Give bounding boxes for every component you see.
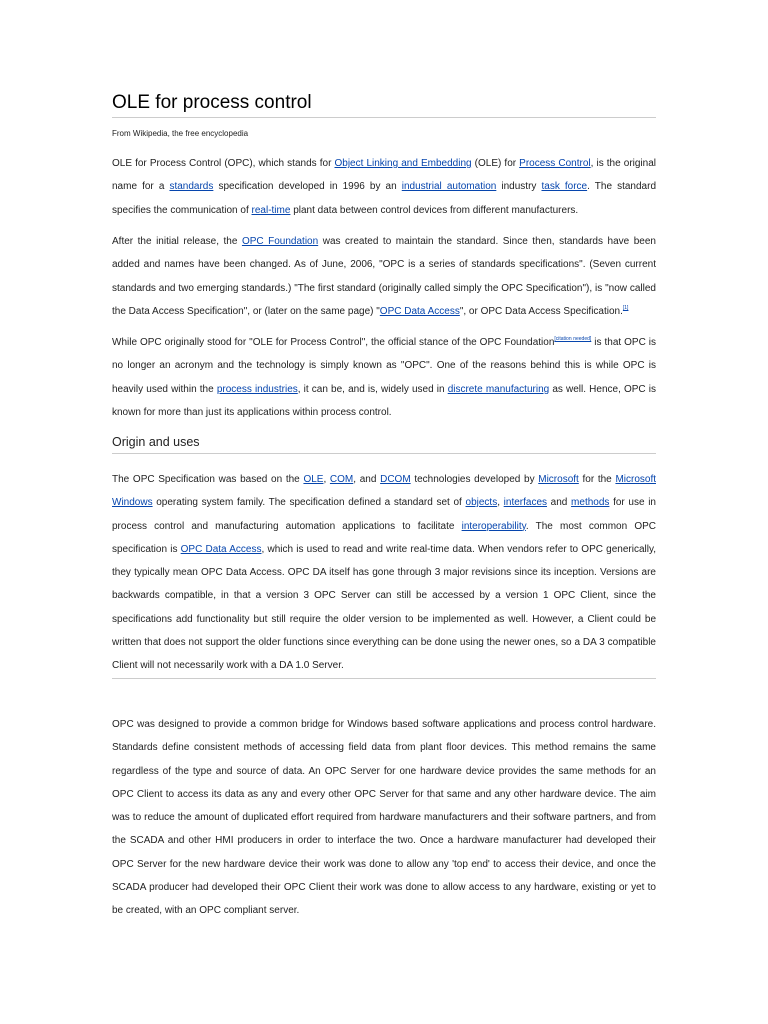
link-dcom[interactable]: DCOM (380, 474, 411, 485)
text-run: was created to maintain the standard. Since then, standards have been added and names have been changed. As of June, 2006, "OPC is a series of standards specifications". (Seven current standards and two emerging standards.) "The first standard (originally called simply the OPC Specification"), is "now called the Data Access Specification", or (later on the same page) " (112, 236, 656, 317)
link-opc-foundation[interactable]: OPC Foundation (241, 236, 319, 247)
link-standards[interactable]: standards (169, 181, 214, 193)
text-run: is that OPC is no longer an acronym and the technology is simply known as "OPC". One of the reasons behind this is while OPC is heavily used within the (112, 337, 657, 395)
article-tagline: From Wikipedia, the free encyclopedia (112, 129, 249, 138)
text-run: After the initial release, the (112, 236, 242, 247)
text-run: , (497, 497, 504, 509)
text-run: plant data between control devices from different manufacturers. (290, 204, 579, 216)
link-com[interactable]: COM (329, 474, 354, 485)
text-run: , (323, 474, 330, 485)
text-run: ", or OPC Data Access Specification. (459, 305, 623, 317)
link-process-industries[interactable]: process industries (216, 383, 298, 395)
text-run: , is the original name for a (112, 158, 657, 193)
text-run: . The most common OPC specification is (112, 520, 656, 555)
text-run: for the (578, 474, 616, 485)
link-industrial-automation[interactable]: industrial automation (401, 181, 497, 193)
link-process-control[interactable]: Process Control (519, 158, 591, 169)
page-title: OLE for process control (112, 90, 656, 118)
link-object-linking-and-embedding[interactable]: Object Linking and Embedding (334, 158, 472, 169)
text-run: operating system family. The specification defined a standard set of (152, 497, 466, 509)
section-heading: Origin and uses (112, 432, 656, 454)
link-objects[interactable]: objects (465, 497, 498, 509)
text-run: for use in process control and manufacturing automation applications to facilitate (112, 497, 656, 532)
link-ole[interactable]: OLE (303, 474, 324, 485)
text-run: technologies developed by (410, 474, 539, 485)
link-microsoft[interactable]: Microsoft (538, 474, 579, 485)
text-run: , and (353, 474, 381, 485)
text-run: and (547, 497, 572, 509)
link-real-time[interactable]: real-time (251, 204, 291, 216)
origin-paragraph (112, 468, 656, 678)
link-task-force[interactable]: task force (541, 181, 588, 193)
section-divider (112, 678, 656, 679)
link-interfaces[interactable]: interfaces (503, 497, 548, 509)
link-opc-data-access[interactable]: OPC Data Access (379, 305, 460, 317)
intro-paragraph (112, 152, 656, 222)
link-discrete-manufacturing[interactable]: discrete manufacturing (447, 383, 550, 395)
text-run: While OPC originally stood for "OLE for Process Control", the official stance of the OPC Foundation (112, 337, 555, 348)
link-opc-data-access-2[interactable]: OPC Data Access (180, 543, 262, 555)
text-run: as well. Hence, OPC is known for more than just its applications within process control. (112, 383, 656, 418)
text-run: The OPC Specification was based on the (112, 474, 304, 485)
text-run: , it can be, and is, widely used in (297, 383, 448, 395)
link-methods[interactable]: methods (571, 497, 610, 509)
text-run: , which is used to read and write real-time data. When vendors refer to OPC generically, they typically mean OPC Data Access. OPC DA itself has gone through 3 major revisions since its inception. Versions are backwards compatible, in that a version 3 OPC Server can still be accessed by a version 1 OPC Client, since the specifications add functionality but still require the older version to be implemented as well. However, a Client could be written that does not support the older functions since everything can be done using the newer ones, so a DA 3 compatible Client will not necessarily work with a DA 1.0 Server. (112, 543, 657, 672)
text-run: specification developed in 1996 by an (213, 181, 402, 193)
reference-link[interactable]: [1] (622, 304, 629, 311)
link-interoperability[interactable]: interoperability (461, 520, 526, 532)
citation-needed-link[interactable]: [citation needed] (554, 336, 592, 342)
name-paragraph (112, 331, 656, 424)
design-paragraph: OPC was designed to provide a common bridge for Windows based software applications and process control hardware. Standards define consistent methods of accessing field data from plant floor devices. This method remains the same regardless of the type and source of data. An OPC Server for one hardware device provides the same methods for an OPC Client to access its data as any and every other OPC Server for that same and any other hardware device. The aim was to reduce the amount of duplicated effort required from hardware manufacturers and their software partners, and from the SCADA and other HMI producers in order to interface the two. Once a hardware manufacturer had developed their OPC Server for the new hardware device their work was done to allow any 'top end' to access their device, and once the SCADA producer had developed their OPC Client their work was done to allow access to any hardware, existing or yet to be created, with an OPC compliant server. (112, 719, 656, 917)
history-paragraph (112, 230, 656, 323)
link-microsoft-windows[interactable]: Microsoft Windows (112, 474, 656, 509)
text-run: OLE for Process Control (OPC), which stands for (112, 158, 335, 169)
text-run: (OLE) for (471, 158, 520, 169)
text-run: industry (496, 181, 542, 193)
text-run: . The standard specifies the communication of (112, 181, 657, 216)
